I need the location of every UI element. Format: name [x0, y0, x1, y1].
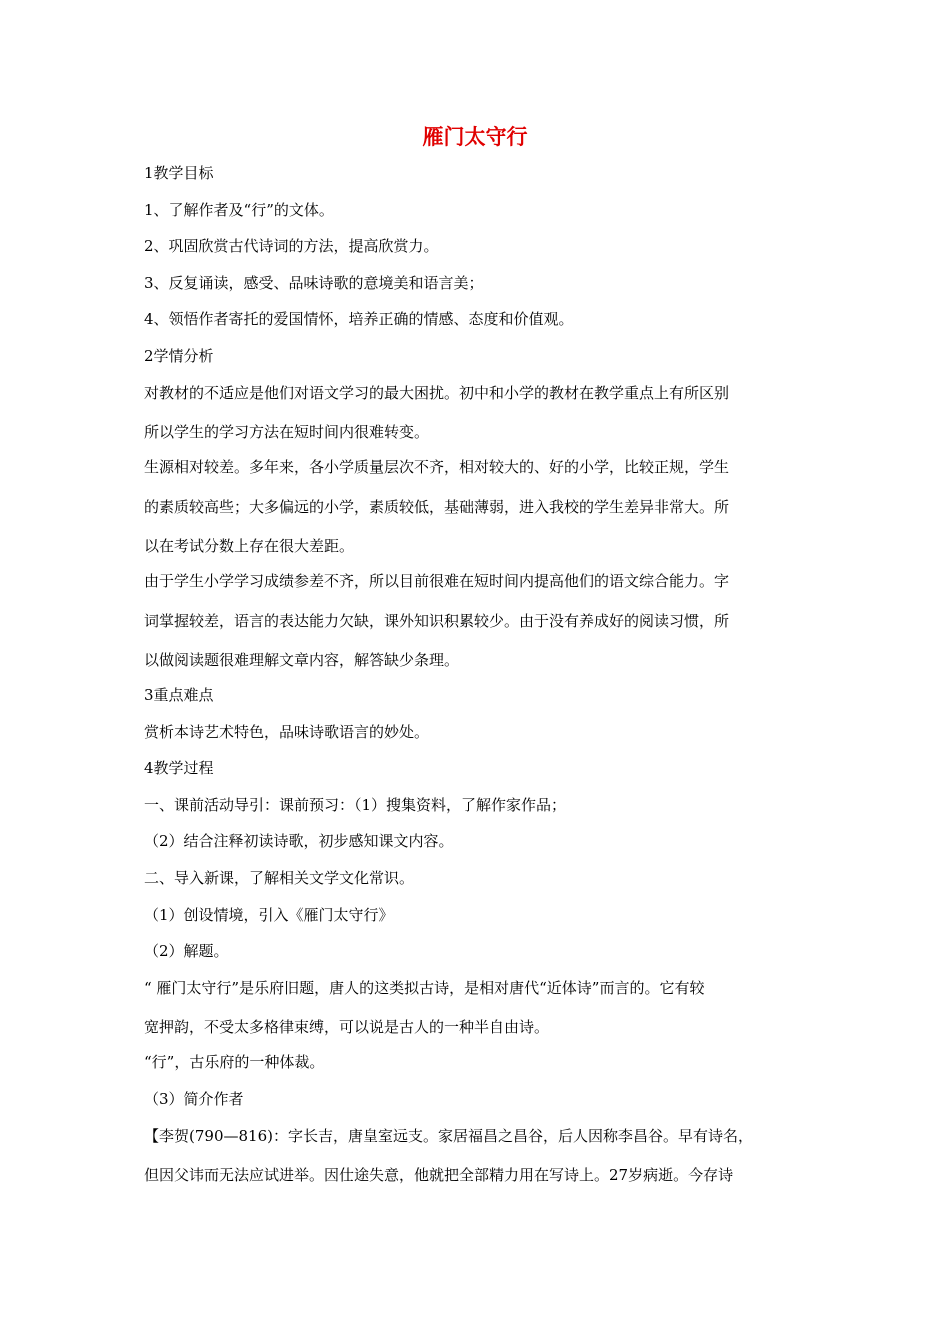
- process-line: （1）创设情境，引入《雁门太守行》: [144, 905, 394, 924]
- section-heading-process: 4教学过程: [144, 759, 214, 778]
- section-heading-analysis: 2学情分析: [144, 346, 214, 365]
- paragraph-line: 对教材的不适应是他们对语文学习的最大困扰。初中和小学的教材在教学重点上有所区别: [144, 383, 730, 402]
- process-line: 一、课前活动导引：课前预习：（1）搜集资料，了解作家作品；: [144, 795, 567, 814]
- section-heading-key-points: 3重点难点: [144, 686, 214, 705]
- objective-item: 1、了解作者及“行”的文体。: [144, 200, 334, 219]
- document-title: 雁门太守行: [422, 125, 528, 149]
- process-line: 二、导入新课，了解相关文学文化常识。: [144, 869, 415, 888]
- paragraph-line: 【李贺(790—816)：字长吉，唐皇室远支。家居福昌之昌谷，后人因称李昌谷。早有诗名，: [144, 1126, 753, 1145]
- process-line: （2）结合注释初读诗歌，初步感知课文内容。: [144, 832, 454, 851]
- paragraph-line: 的素质较高些；大多偏远的小学，素质较低，基础薄弱，进入我校的学生差异非常大。所: [144, 497, 730, 516]
- paragraph-line: 所以学生的学习方法在短时间内很难转变。: [144, 423, 430, 442]
- paragraph-line: 以在考试分数上存在很大差距。: [144, 537, 355, 556]
- paragraph-line: 由于学生小学学习成绩参差不齐，所以目前很难在短时间内提高他们的语文综合能力。字: [144, 572, 730, 591]
- process-line: “行”，古乐府的一种体裁。: [144, 1053, 325, 1072]
- key-points-text: 赏析本诗艺术特色，品味诗歌语言的妙处。: [144, 722, 430, 741]
- paragraph-line: “ 雁门太守行”是乐府旧题，唐人的这类拟古诗，是相对唐代“近体诗”而言的。它有较: [144, 978, 705, 997]
- paragraph-line: 以做阅读题很难理解文章内容，解答缺少条理。: [144, 651, 460, 670]
- process-line: （2）解题。: [144, 942, 229, 961]
- paragraph-line: 词掌握较差，语言的表达能力欠缺，课外知识积累较少。由于没有养成好的阅读习惯，所: [144, 611, 730, 630]
- objective-item: 4、领悟作者寄托的爱国情怀，培养正确的情感、态度和价值观。: [144, 310, 574, 329]
- paragraph-line: 宽押韵，不受太多格律束缚，可以说是古人的一种半自由诗。: [144, 1018, 550, 1037]
- objective-item: 2、巩固欣赏古代诗词的方法，提高欣赏力。: [144, 237, 439, 256]
- process-line: （3）简介作者: [144, 1089, 244, 1108]
- paragraph-line: 但因父讳而无法应试进举。因仕途失意，他就把全部精力用在写诗上。27岁病逝。今存诗: [144, 1166, 734, 1184]
- section-heading-objectives: 1教学目标: [144, 164, 214, 182]
- document-body: [144, 160, 814, 1202]
- paragraph-line: 生源相对较差。多年来，各小学质量层次不齐，相对较大的、好的小学，比较正规，学生: [144, 458, 730, 477]
- objective-item: 3、反复诵读，感受、品味诗歌的意境美和语言美；: [144, 273, 484, 292]
